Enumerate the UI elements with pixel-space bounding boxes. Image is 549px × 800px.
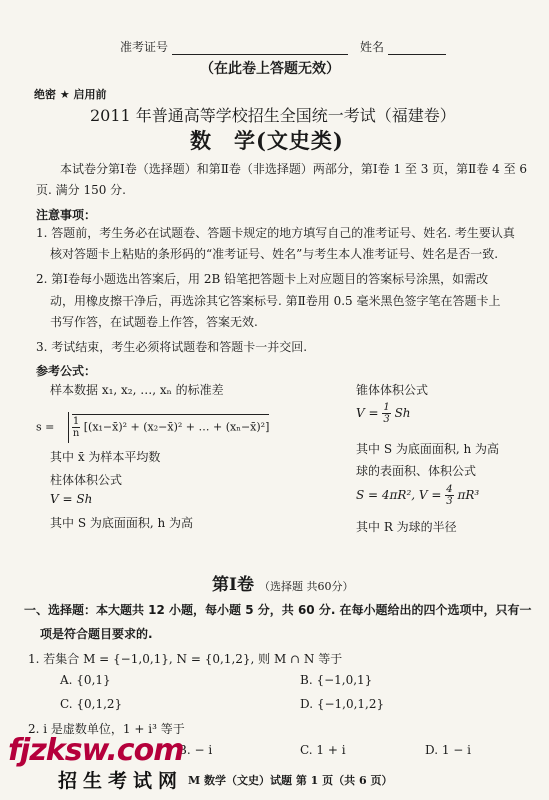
std-dev-lhs: s = — [36, 420, 55, 434]
page-footer: M 数学（文史）试题 第 1 页（共 6 页） — [188, 774, 393, 787]
std-dev-label: 样本数据 x₁, x₂, …, xₙ 的标准差 — [50, 383, 224, 397]
prism-note: 其中 S 为底面面积, h 为高 — [50, 516, 194, 530]
subject-title: 数 学(文史类) — [190, 128, 344, 153]
q2-option-c: C. 1 + i — [300, 743, 346, 757]
note-line: 1. 答题前，考生务必在试题卷、答题卡规定的地方填写自己的准考证号、姓名. 考生要认真 — [36, 226, 515, 240]
std-dev-fraction: $\frac{1}{n}$ — [72, 416, 80, 439]
section1-line-1: 一、选择题：本大题共 12 小题，每小题 5 分，共 60 分. 在每小题给出的四个选项中，只有一 — [24, 603, 532, 617]
note-line: 书写作答，在试题卷上作答，答案无效. — [50, 315, 258, 329]
sqrt-symbol — [58, 414, 270, 439]
sphere-note: 其中 R 为球的半径 — [356, 520, 457, 534]
sphere-label: 球的表面积、体积公式 — [356, 464, 477, 478]
name-blank — [388, 54, 446, 55]
question-2-stem: 2. i 是虚数单位，1 + i³ 等于 — [28, 722, 185, 736]
site-logo-subtitle: 招生考试网 — [58, 770, 184, 792]
intro-line-1: 本试卷分第Ⅰ卷（选择题）和第Ⅱ卷（非选择题）两部分，第Ⅰ卷 1 至 3 页，第Ⅱ卷 4 至 6 — [60, 162, 528, 176]
note-line: 核对答题卡上粘贴的条形码的“准考证号、姓名”与考生本人准考证号、姓名是否一致. — [50, 247, 499, 261]
q1-option-b: B. {−1,0,1} — [300, 673, 373, 687]
q2-option-d: D. 1 − i — [425, 743, 471, 757]
note-line: 动，用橡皮擦干净后，再选涂其它答案标号. 第Ⅱ卷用 0.5 毫米黑色签字笔在答题卡上 — [50, 294, 501, 308]
exam-id-label: 准考证号 — [120, 40, 169, 54]
cone-note: 其中 S 为底面面积, h 为高 — [356, 442, 500, 456]
note-line: 2. 第Ⅰ卷每小题选出答案后，用 2B 铅笔把答题卡上对应题目的答案标号涂黑，如需改 — [36, 272, 489, 286]
note-line: 3. 考试结束，考生必须将试题卷和答题卡一并交回. — [36, 340, 308, 354]
sphere-fraction: $\frac{4}{3}$ — [446, 484, 453, 507]
cone-label: 锥体体积公式 — [356, 383, 429, 397]
section1-line-2: 项是符合题目要求的. — [40, 627, 153, 641]
cone-formula: V = $\frac{1}{3}$ Sh — [356, 402, 411, 425]
question-1-stem: 1. 若集合 M = {−1,0,1}, N = {0,1,2}, 则 M ∩ N 等于 — [28, 652, 343, 666]
invalid-notice: （在此卷上答题无效） — [200, 61, 340, 77]
exam-title: 2011 年普通高等学校招生全国统一考试（福建卷） — [90, 106, 456, 125]
q2-option-b: B. − i — [178, 743, 213, 757]
intro-line-2: 页. 满分 150 分. — [36, 183, 126, 197]
part1-subtitle: （选择题 共60分） — [259, 580, 354, 593]
notes-heading: 注意事项： — [36, 208, 97, 222]
prism-label: 柱体体积公式 — [50, 473, 123, 487]
std-dev-formula — [36, 414, 269, 439]
cone-fraction: $\frac{1}{3}$ — [383, 402, 390, 425]
std-dev-body: [(x₁−x̄)² + (x₂−x̄)² + … + (xₙ−x̄)²] — [83, 420, 270, 434]
part1-heading — [212, 570, 354, 595]
exam-id-blank — [172, 54, 348, 55]
prism-formula: V = Sh — [50, 492, 93, 506]
q1-option-a: A. {0,1} — [60, 673, 111, 687]
name-label: 姓名 — [360, 40, 385, 54]
part1-title: 第Ⅰ卷 — [212, 575, 254, 595]
ref-heading: 参考公式： — [36, 364, 97, 378]
mean-note: 其中 x̄ 为样本平均数 — [50, 450, 161, 464]
exam-id-row — [120, 38, 348, 55]
q1-option-c: C. {0,1,2} — [60, 697, 123, 711]
q1-option-d: D. {−1,0,1,2} — [300, 697, 385, 711]
site-logo: fjzksw.com — [8, 733, 184, 768]
name-row — [360, 38, 446, 55]
secret-mark: 绝密 ★ 启用前 — [34, 88, 107, 101]
sphere-formula: S = 4πR², V = $\frac{4}{3}$ πR³ — [356, 484, 480, 507]
